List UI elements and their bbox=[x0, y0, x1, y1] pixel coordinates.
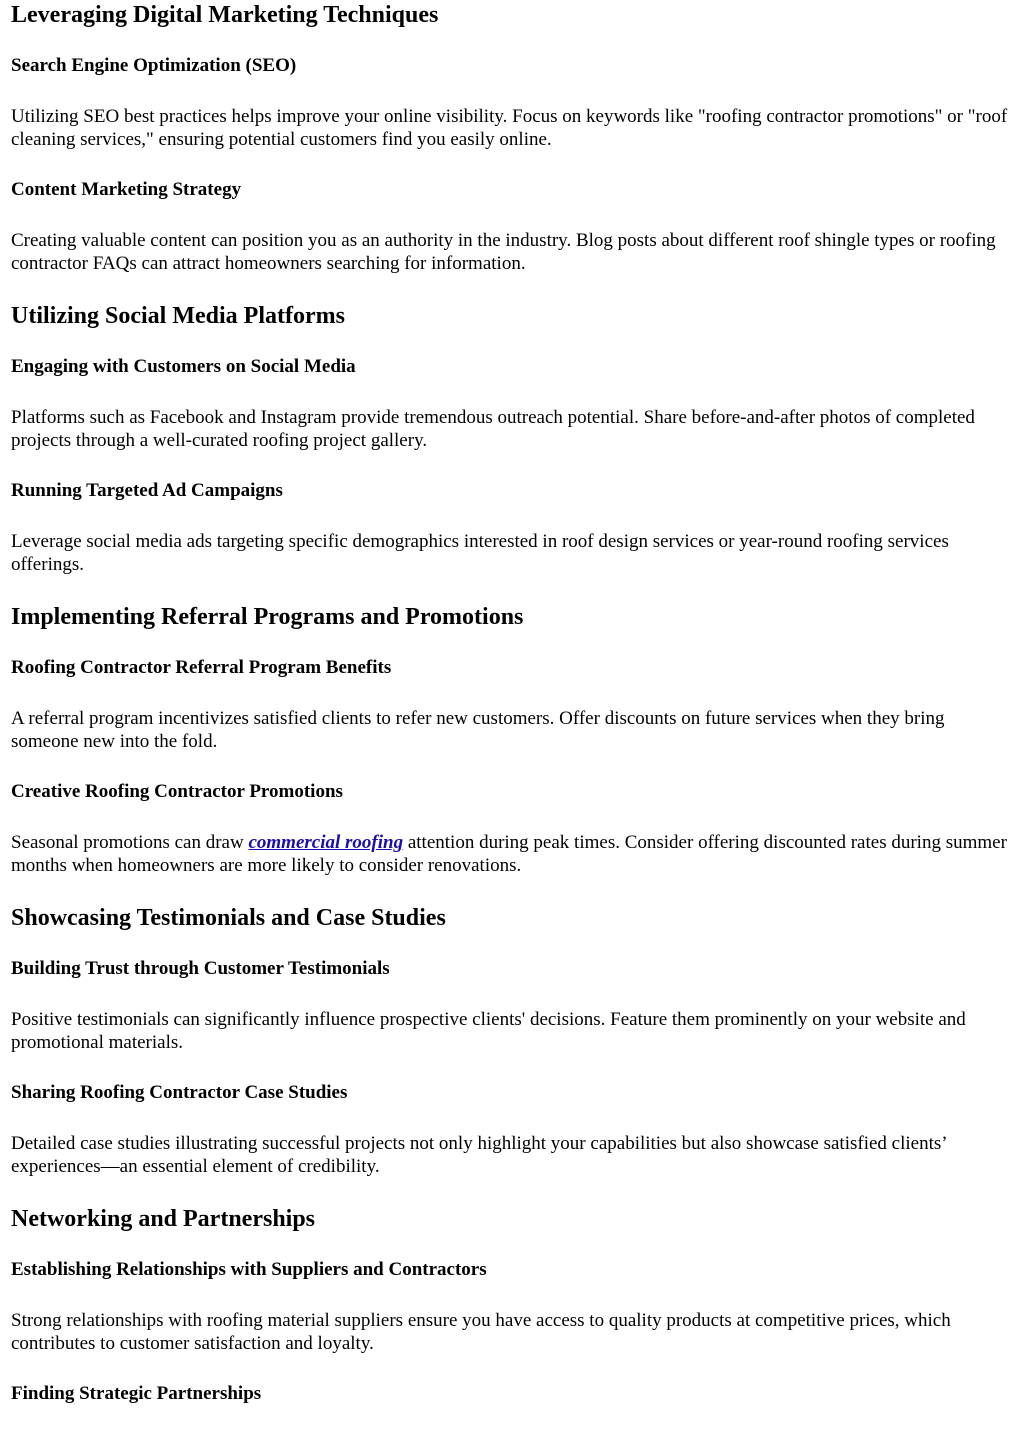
subsection-heading: Engaging with Customers on Social Media bbox=[11, 356, 356, 377]
subsection-heading: Content Marketing Strategy bbox=[11, 179, 242, 200]
paragraph-text-after-link: attention during peak times. Consider offering discounted rates during summer months when homeowners are more likely to consider renovations. bbox=[11, 832, 1007, 876]
subsection-heading: Running Targeted Ad Campaigns bbox=[11, 480, 283, 501]
paragraph: Utilizing SEO best practices helps improve your online visibility. Focus on keywords like "roofing contractor promotions" or "roof cleaning services," ensuring potential customers find you easily online. bbox=[11, 106, 1008, 150]
section-heading: Showcasing Testimonials and Case Studies bbox=[11, 905, 446, 931]
section-heading: Utilizing Social Media Platforms bbox=[11, 303, 345, 329]
subsection-heading: Search Engine Optimization (SEO) bbox=[11, 55, 297, 76]
subsection-heading: Building Trust through Customer Testimonials bbox=[11, 958, 390, 979]
commercial-roofing-link[interactable]: commercial roofing bbox=[248, 832, 404, 853]
paragraph: Leverage social media ads targeting specific demographics interested in roof design services or year-round roofing services offerings. bbox=[11, 531, 949, 575]
section-heading: Implementing Referral Programs and Promotions bbox=[11, 604, 524, 630]
section-heading: Networking and Partnerships bbox=[11, 1206, 316, 1232]
subsection-heading: Roofing Contractor Referral Program Benefits bbox=[11, 657, 392, 678]
paragraph-text-before-link: Seasonal promotions can draw bbox=[11, 832, 249, 853]
paragraph-with-link bbox=[11, 831, 1013, 877]
subsection-heading: Creative Roofing Contractor Promotions bbox=[11, 781, 343, 802]
paragraph: Strong relationships with roofing material suppliers ensure you have access to quality products at competitive prices, which contributes to customer satisfaction and loyalty. bbox=[11, 1310, 951, 1354]
paragraph: Platforms such as Facebook and Instagram provide tremendous outreach potential. Share before-and-after photos of completed projects through a well-curated roofing project gallery. bbox=[11, 407, 975, 451]
section-heading: Leveraging Digital Marketing Techniques bbox=[11, 2, 439, 28]
subsection-heading: Establishing Relationships with Suppliers and Contractors bbox=[11, 1259, 487, 1280]
paragraph: A referral program incentivizes satisfied clients to refer new customers. Offer discounts on future services when they bring someone new into the fold. bbox=[11, 708, 945, 752]
paragraph: Positive testimonials can significantly influence prospective clients' decisions. Feature them prominently on your website and promotional materials. bbox=[11, 1009, 966, 1053]
subsection-heading: Sharing Roofing Contractor Case Studies bbox=[11, 1082, 348, 1103]
subsection-heading: Finding Strategic Partnerships bbox=[11, 1383, 262, 1404]
paragraph: Creating valuable content can position you as an authority in the industry. Blog posts about different roof shingle types or roofing contractor FAQs can attract homeowners searching for information. bbox=[11, 230, 996, 274]
paragraph: Detailed case studies illustrating successful projects not only highlight your capabilities but also showcase satisfied clients’ experiences—an essential element of credibility. bbox=[11, 1133, 947, 1177]
